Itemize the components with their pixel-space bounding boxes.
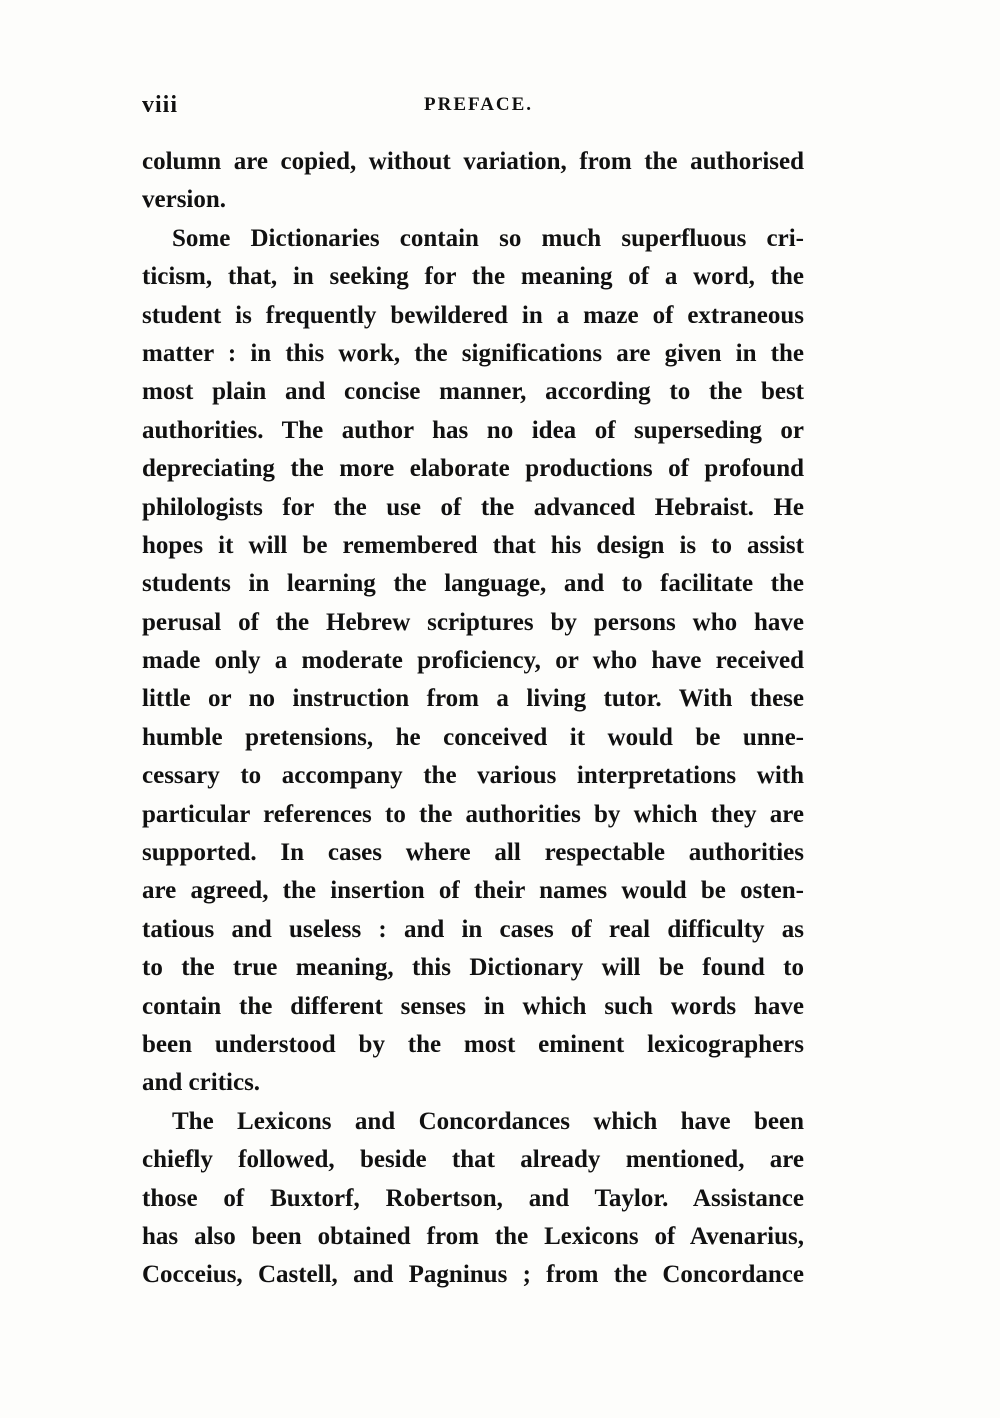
- text-line: column are copied, without variation, from the authorised: [142, 148, 804, 175]
- text-line: authorities. The author has no idea of superseding or: [142, 416, 804, 444]
- text-line: Cocceius, Castell, and Pagninus ; from the Concordance: [142, 1261, 804, 1289]
- text-line: matter : in this work, the significations are given in the: [142, 339, 804, 367]
- text-line: contain the different senses in which such words have: [142, 992, 804, 1020]
- text-line: hopes it will be remembered that his design is to assist: [142, 531, 804, 559]
- text-line: perusal of the Hebrew scriptures by persons who have: [142, 608, 804, 636]
- text-line: and critics.: [142, 1069, 261, 1097]
- text-line: has also been obtained from the Lexicons of Avenarius,: [142, 1222, 804, 1250]
- text-line: tatious and useless : and in cases of real difficulty as: [142, 915, 804, 943]
- paragraph-first-line: The Lexicons and Concordances which have been: [172, 1107, 804, 1135]
- text-line: cessary to accompany the various interpretations with: [142, 762, 804, 790]
- page-number: viii: [142, 92, 179, 118]
- text-line: are agreed, the insertion of their names would be osten-: [142, 877, 804, 905]
- text-line: student is frequently bewildered in a maze of extraneous: [142, 301, 804, 329]
- text-line: little or no instruction from a living tutor. With these: [142, 685, 804, 713]
- text-line: particular references to the authorities by which they are: [142, 800, 804, 828]
- text-line: those of Buxtorf, Robertson, and Taylor. Assistance: [142, 1184, 804, 1212]
- text-line: version.: [142, 186, 227, 214]
- body-text: [142, 143, 804, 1295]
- text-line: students in learning the language, and to facilitate the: [142, 570, 804, 598]
- text-line: to the true meaning, this Dictionary will be found to: [142, 954, 804, 982]
- text-line: philologists for the use of the advanced Hebraist. He: [142, 493, 804, 521]
- text-line: humble pretensions, he conceived it would be unne-: [142, 723, 804, 751]
- text-line: chiefly followed, beside that already mentioned, are: [142, 1146, 804, 1174]
- running-head: [142, 92, 802, 122]
- paragraph-first-line: Some Dictionaries contain so much superfluous cri-: [172, 224, 804, 252]
- text-line: made only a moderate proficiency, or who have received: [142, 647, 804, 675]
- running-title: PREFACE.: [424, 94, 534, 115]
- text-line: supported. In cases where all respectable authorities: [142, 839, 804, 867]
- text-line: been understood by the most eminent lexicographers: [142, 1030, 804, 1058]
- text-line: most plain and concise manner, according to the best: [142, 378, 804, 406]
- text-line: depreciating the more elaborate productions of profound: [142, 455, 804, 483]
- text-line: ticism, that, in seeking for the meaning of a word, the: [142, 263, 804, 291]
